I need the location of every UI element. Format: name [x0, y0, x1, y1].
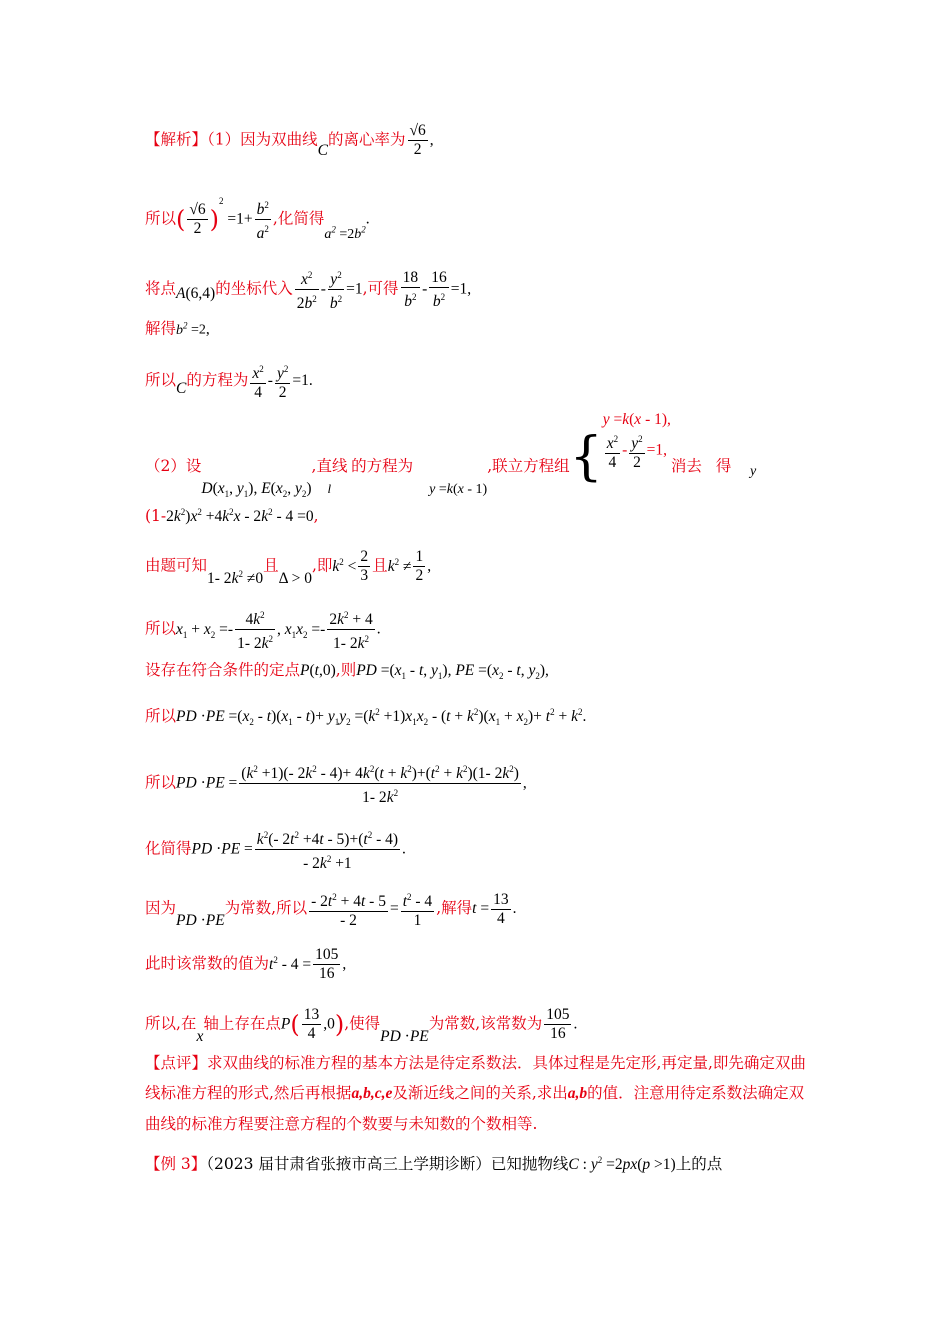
analysis-line-8: 由题可知1- $2k^2 \ne 0$且Δ > 0,即$k^2$ < $\frac{2}{3}$ 且$k^2$ ≠ $\frac{1}{2}$ , — [145, 548, 432, 587]
line5-mid: 的方程为 — [186, 371, 249, 390]
math-C: C — [317, 141, 328, 159]
example3-label: 【例 3】 — [145, 1155, 207, 1174]
final-mid2: ,使得 — [344, 1014, 381, 1033]
analysis-line-16: 所以,在x轴上存在点P( $\frac{13}{4}$ ,0),使得PD ·PE为常数,该常数为 $\frac{105}{16}$ . — [145, 1006, 578, 1045]
example3-tail: 上的点 — [675, 1155, 723, 1174]
part2-mid3: ,联立方程组 — [487, 457, 570, 476]
analysis-line-11: 所以PD $\cdot PE =(x_2 - t)(x_1 - t)+ y_1y_2 =(k^2 +1)x_1x_2 - (t + k^2)(x_1 + x_2)+ t^2 + k^2$. — [145, 707, 587, 728]
analysis-line-10: 设存在符合条件的定点P(t,0),则PD $=(x_1 - t$, $y_1$), PE $=(x_2 - t$, $y_2$), — [145, 661, 549, 682]
dot2-prefix: 所以 — [145, 773, 177, 792]
review-text-c: 的值．注意用待定系数法确定双曲线的标准方程要注意方程的个数要与未知数的个数相等. — [145, 1084, 805, 1133]
review-vars: a,b,c,e — [351, 1085, 393, 1102]
sum-prefix: 所以 — [145, 619, 177, 638]
part2-mid1: ,直线 — [311, 457, 348, 476]
final-mid3: 为常数,该常数为 — [428, 1014, 543, 1033]
analysis-label: 【解析】 — [145, 130, 208, 149]
part2-mid5: 得 — [715, 457, 732, 476]
analysis-line-9: 所以$x_1 + x_2$ =- $\frac{4k^2}{1- 2k^2}$ , $x_1x_2$ =- $\frac{2k^2 + 4}{1- 2k^2}$ . — [145, 606, 381, 653]
part2-mid4: 消去 — [670, 457, 702, 476]
example3-source: （2023 届甘肃省张掖市高三上学期诊断）已知抛物线 — [206, 1155, 569, 1174]
line2-prefix: 所以 — [145, 209, 177, 228]
final-mid: 轴上存在点 — [203, 1014, 281, 1033]
value-prefix: 此时该常数的值为 — [145, 954, 270, 973]
cond-and-1: 且 — [263, 556, 279, 575]
const-prefix: 因为 — [145, 899, 177, 918]
eccentricity-text: 的离心率为 — [327, 130, 406, 149]
analysis-line-15: 此时该常数的值为$t^2 - 4$ = $\frac{105}{16}$ , — [145, 946, 347, 982]
final-prefix: 所以,在 — [145, 1014, 197, 1033]
review-text-a: 求双曲线的标准方程的基本方法是待定系数法．具体过程是先定形,再定量,即先确定双曲线标准方程的形式,然后再根据 — [145, 1054, 806, 1102]
part1-intro: （1）因为双曲线 — [207, 130, 318, 149]
analysis-line-1: 【解析】（1）因为双曲线C的离心率为 $\frac{√6}{2}$ , — [145, 122, 434, 159]
review-text-b: 及渐近线之间的关系,求出 — [392, 1084, 568, 1102]
simplify-prefix: 化简得 — [145, 839, 192, 858]
point-prefix: 设存在符合条件的定点 — [145, 661, 301, 679]
math-sqrt6-over-2: $\frac{√6}{2}$ — [409, 122, 426, 158]
line5-prefix: 所以 — [145, 371, 177, 390]
line3-mid2: ,可得 — [362, 279, 399, 298]
analysis-line-5: 所以C的方程为 $\frac{x^2}{4}$ - $\frac{y^2}{2}$ =1. — [145, 360, 313, 402]
analysis-line-3: 将点A(6,4)的坐标代入 $\frac{x^2}{2b^2}$ - $\frac{y^2}{b^2}$ =1,可得 $\frac{18}{b^2}$ - $\frac{16}{b^2}$ =1, — [145, 266, 471, 313]
analysis-line-2: 所以( $\frac{√6}{2}$ )$^2$ =1+ $\frac{b^2}{a^2}$ ,化简得$a^2 =2b^2$. — [145, 195, 370, 243]
line3-mid: 的坐标代入 — [215, 279, 293, 298]
review-vars2: a,b — [567, 1085, 588, 1102]
line4-prefix: 解得 — [145, 319, 177, 338]
part2-mid2: 的方程为 — [351, 457, 414, 476]
const-solve: ,解得 — [436, 899, 473, 918]
const-mid: 为常数,所以 — [224, 899, 308, 918]
cond-and-2: 且 — [372, 556, 388, 575]
example3-line: 【例 3】（2023 届甘肃省张掖市高三上学期诊断）已知抛物线C : $y^2 =2px(p >1)$上的点 — [145, 1155, 723, 1174]
analysis-line-4: 解得$b^2 =2$, — [145, 319, 210, 338]
line2-mid: ,化简得 — [272, 209, 325, 228]
cond-prefix: 由题可知 — [145, 556, 208, 575]
analysis-part2-line: （2）设$D(x_1$, $y_1$), $E(x_2$, $y_2$),直线$_l$的方程为y =k(x - 1),联立方程组{ y =k(x - 1), $\frac{x^2}{4}$ - $\frac{y^2}{2}$ =1, 消去 得 y — [145, 411, 757, 500]
cond-ie: ,即 — [311, 556, 333, 575]
analysis-line-14: 因为PD ·PE为常数,所以 $\frac{- 2t^2 + 4t - 5}{- 2}$ = $\frac{t^2 - 4}{1}$ ,解得t = $\frac{13}{4}$ . — [145, 888, 516, 930]
review-paragraph — [145, 1048, 810, 1139]
analysis-line-12: 所以PD ·PE = $\frac{(k^2 +1)(- 2k^2 - 4)+ 4k^2(t + k^2)+(t^2 + k^2)(1- 2k^2)}{1- 2k^2}$ , — [145, 760, 527, 807]
line3-prefix: 将点 — [145, 279, 177, 298]
part2-intro: （2）设 — [145, 457, 202, 476]
point-then: ,则 — [335, 661, 357, 679]
analysis-line-7: $(1-2k^2)x^2 +4k^2x - 2k^2 - 4 =0$, — [145, 507, 319, 526]
review-label: 【点评】 — [145, 1054, 208, 1072]
analysis-line-13: 化简得PD ·PE = $\frac{k^2(- 2t^2 +4t - 5)+(t^2 - 4)}{- 2k^2 +1}$ . — [145, 826, 406, 873]
dot-prefix: 所以 — [145, 707, 177, 726]
